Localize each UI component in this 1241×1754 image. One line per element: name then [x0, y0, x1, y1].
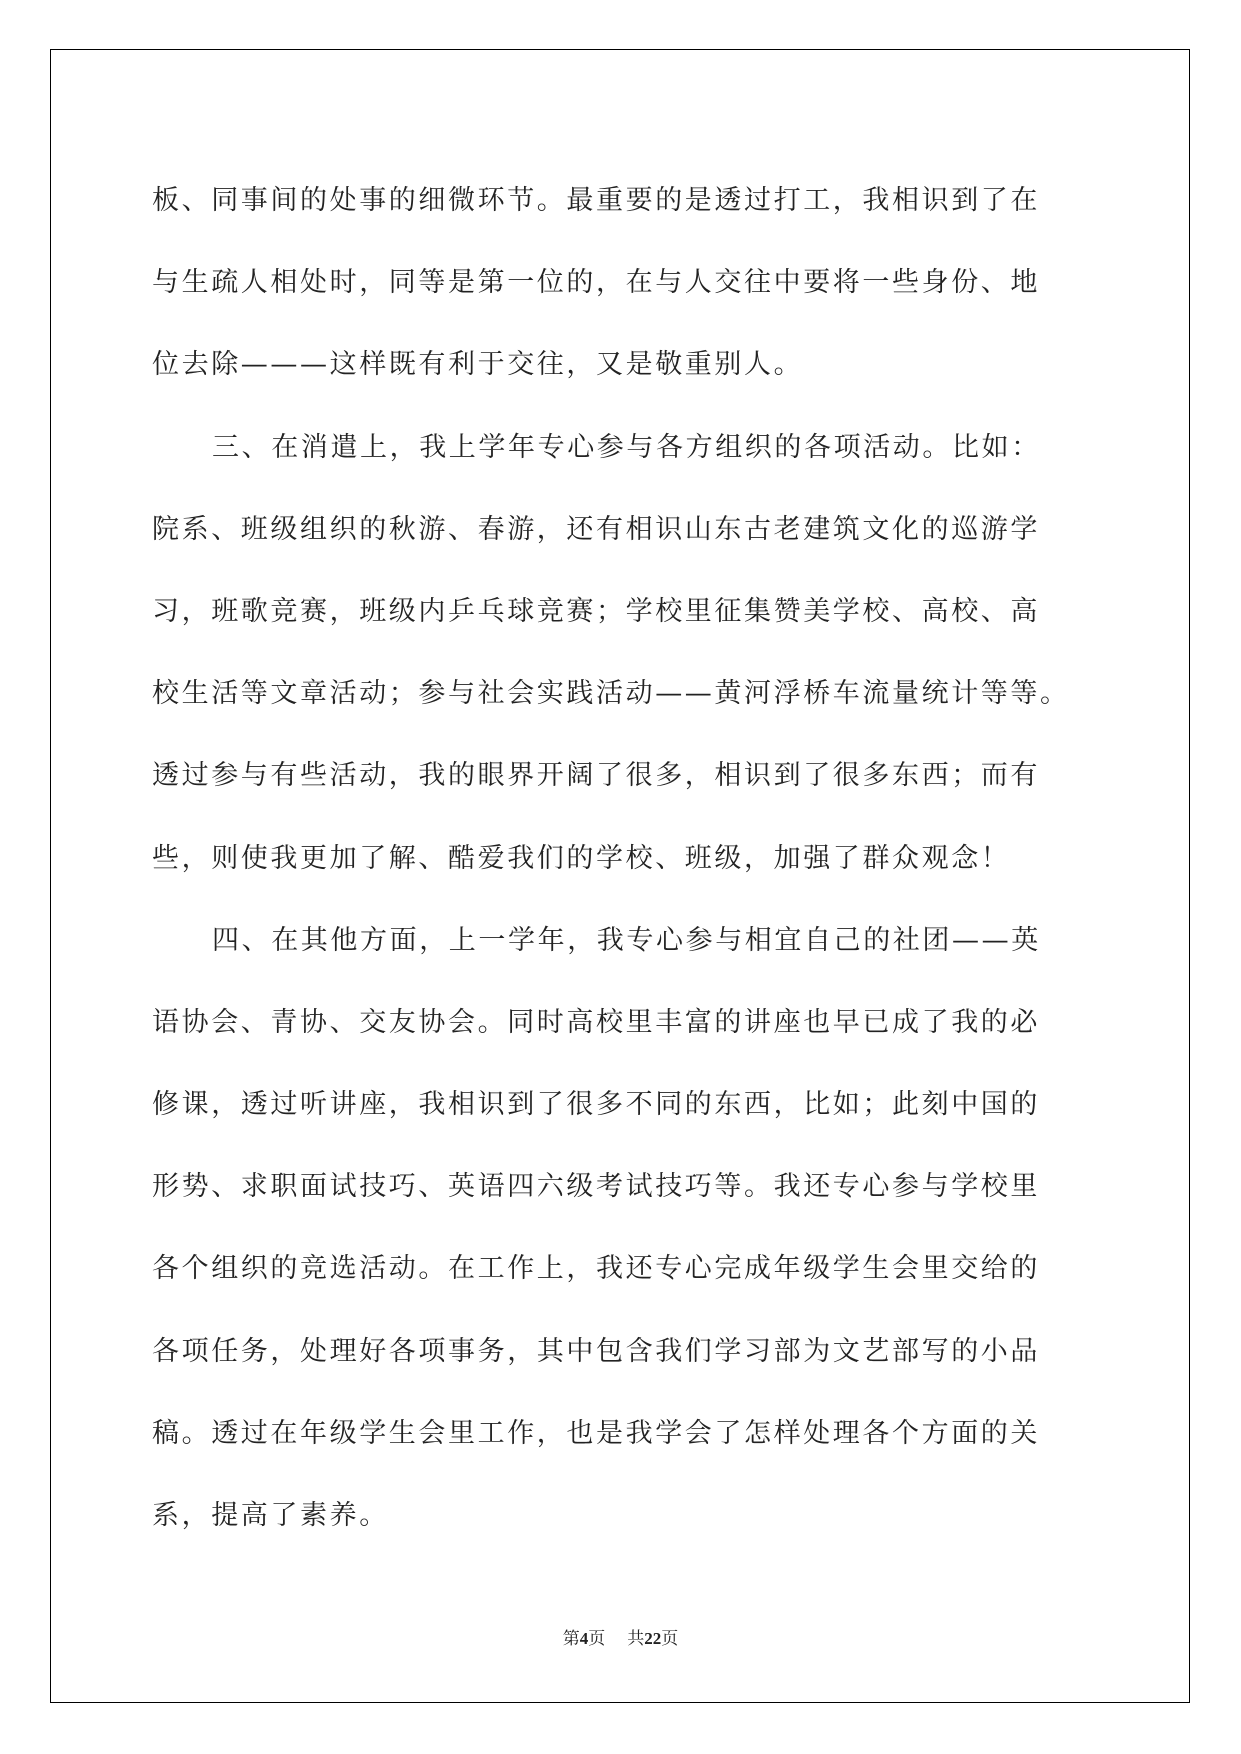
text-line: 校生活等文章活动；参与社会实践活动——黄河浮桥车流量统计等等。: [152, 678, 1070, 710]
text-line: 系，提高了素养。: [152, 1500, 389, 1531]
text-line: 些，则使我更加了解、酷爱我们的学校、班级，加强了群众观念！: [152, 842, 1011, 874]
text-line: 院系、班级组织的秋游、春游，还有相识山东古老建筑文化的巡游学: [152, 513, 1040, 545]
text-line: 透过参与有些活动，我的眼界开阔了很多，相识到了很多东西；而有: [152, 760, 1040, 792]
total-prefix: 共: [627, 1629, 645, 1648]
text-line: 板、同事间的处事的细微环节。最重要的是透过打工，我相识到了在: [152, 185, 1040, 216]
page-number: 4: [579, 1629, 589, 1648]
paragraph-start-line: 四、在其他方面，上一学年，我专心参与相宜自己的社团——英: [212, 924, 1041, 956]
document-body: [152, 160, 1112, 1557]
text-line: 各项任务，处理好各项事务，其中包含我们学习部为文艺部写的小品: [152, 1335, 1040, 1367]
text-line: 各个组织的竞选活动。在工作上，我还专心完成年级学生会里交给的: [152, 1253, 1040, 1285]
total-pages: 22: [644, 1629, 662, 1648]
text-line: 修课，透过听讲座，我相识到了很多不同的东西，比如；此刻中国的: [152, 1089, 1040, 1121]
text-line: 形势、求职面试技巧、英语四六级考试技巧等。我还专心参与学校里: [152, 1171, 1040, 1203]
text-line: 语协会、青协、交友协会。同时高校里丰富的讲座也早已成了我的必: [152, 1006, 1040, 1038]
page-suffix: 页: [588, 1629, 606, 1648]
text-line: 稿。透过在年级学生会里工作，也是我学会了怎样处理各个方面的关: [152, 1417, 1040, 1449]
total-suffix: 页: [661, 1629, 679, 1648]
text-line: 与生疏人相处时，同等是第一位的，在与人交往中要将一些身份、地: [152, 267, 1040, 299]
page-prefix: 第: [562, 1629, 580, 1648]
text-line: 习，班歌竞赛，班级内乒乓球竞赛；学校里征集赞美学校、高校、高: [152, 595, 1040, 627]
text-line: 位去除———这样既有利于交往，又是敬重别人。: [152, 349, 804, 381]
page-footer: [0, 1624, 1241, 1649]
paragraph-start-line: 三、在消遣上，我上学年专心参与各方组织的各项活动。比如：: [212, 431, 1041, 463]
